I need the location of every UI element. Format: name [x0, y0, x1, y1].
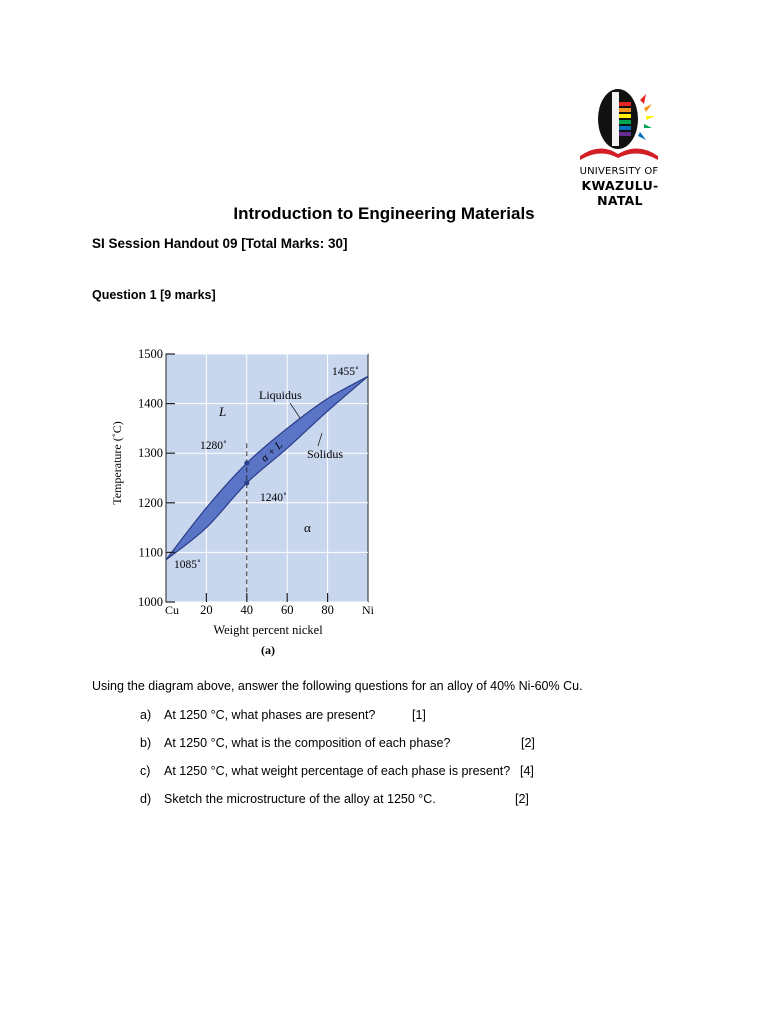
handout-subtitle: SI Session Handout 09 [Total Marks: 30] — [92, 236, 348, 251]
question-a-text: At 1250 °C, what phases are present? — [164, 708, 376, 722]
y-tick-label: 1400 — [138, 396, 163, 411]
question-a — [140, 708, 460, 726]
question-c-text: At 1250 °C, what weight percentage of each phase is present? — [164, 764, 511, 778]
x-tick-label: 80 — [321, 603, 334, 617]
question-d-label: d) — [140, 792, 152, 806]
question-d-text: Sketch the microstructure of the alloy at 1250 °C. — [164, 792, 436, 806]
question-b — [140, 736, 560, 754]
x-end-label-ni: Ni — [362, 603, 374, 617]
question-c — [140, 764, 560, 782]
question-d — [140, 792, 560, 810]
liquidus-label: Liquidus — [259, 388, 302, 402]
phase-diagram-chart — [104, 340, 394, 660]
annotation-1455: 1455˚ — [332, 366, 359, 378]
logo-text-line1: UNIVERSITY OF — [579, 166, 659, 177]
university-logo — [560, 86, 680, 208]
question-b-label: b) — [140, 736, 152, 750]
x-tick-label: 20 — [200, 603, 213, 617]
question-b-text: At 1250 °C, what is the composition of each phase? — [164, 736, 451, 750]
y-tick-label: 1200 — [138, 495, 163, 510]
region-two-phase-label: α + L — [258, 439, 286, 465]
y-tick-label: 1100 — [138, 545, 163, 560]
annotation-1085: 1085˚ — [174, 559, 201, 571]
annotation-1280: 1280˚ — [200, 440, 227, 452]
figure-caption: (a) — [261, 643, 275, 657]
x-tick-label: 60 — [280, 603, 294, 617]
y-axis-label: Temperature (˚C) — [110, 421, 124, 505]
document-title: Introduction to Engineering Materials — [233, 204, 535, 223]
x-axis-label: Weight percent nickel — [213, 623, 323, 637]
solidus-point-1240 — [244, 480, 249, 485]
question-a-marks: [1] — [412, 708, 426, 722]
solidus-label: Solidus — [307, 447, 344, 461]
phase-diagram-figure — [104, 340, 394, 660]
x-end-label-cu: Cu — [164, 603, 180, 617]
y-tick-label: 1300 — [138, 446, 163, 461]
region-liquid-label: L — [219, 404, 227, 419]
shield-emblem-icon — [560, 86, 680, 166]
liquidus-point-1280 — [244, 461, 249, 466]
question-intro: Using the diagram above, answer the following questions for an alloy of 40% Ni-60% Cu. — [92, 679, 583, 693]
question-c-marks: [4] — [520, 764, 534, 778]
logo-text-line2: KWAZULU-NATAL — [581, 178, 659, 208]
question-d-marks: [2] — [515, 792, 529, 806]
y-tick-label: 1000 — [138, 595, 163, 609]
question-b-marks: [2] — [521, 736, 535, 750]
question-c-label: c) — [140, 764, 151, 778]
x-tick-label: 40 — [240, 603, 254, 617]
annotation-1240: 1240˚ — [260, 492, 287, 504]
y-tick-label: 1500 — [138, 347, 163, 361]
question-heading: Question 1 [9 marks] — [92, 288, 216, 302]
question-a-label: a) — [140, 708, 152, 722]
region-alpha-label: α — [304, 520, 311, 535]
